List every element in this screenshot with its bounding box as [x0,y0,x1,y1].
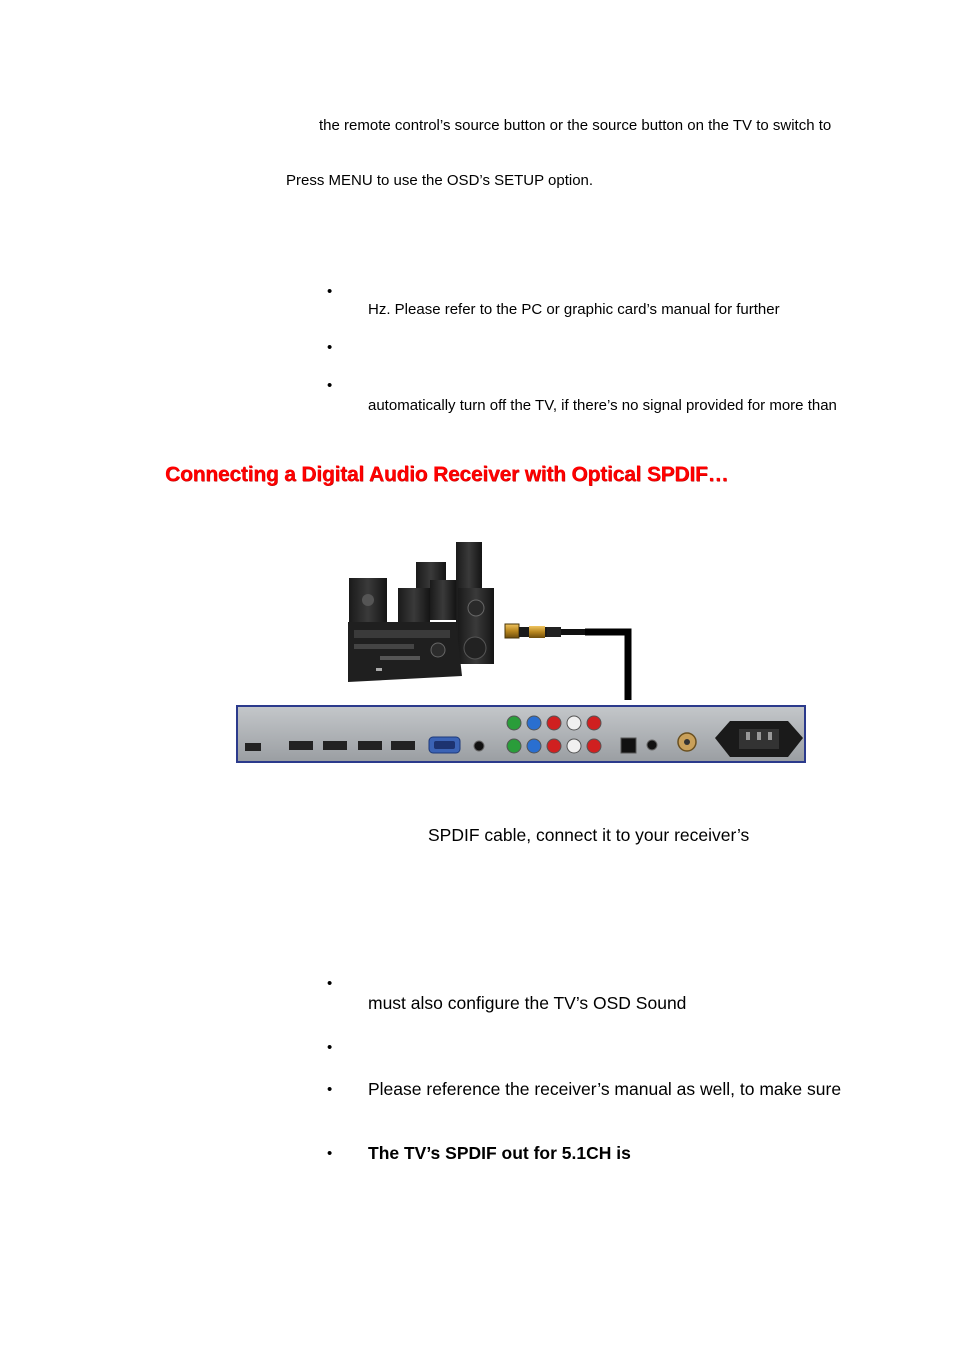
tv-rear-panel [237,706,805,762]
bullet-marker: • [327,1081,333,1098]
bullet-marker: • [327,283,333,300]
home-theater-receiver-image [348,542,494,682]
note-osd-sound: must also configure the TV’s OSD Sound [368,993,687,1013]
spdif-connection-diagram [230,530,810,770]
optical-spdif-cable [505,624,628,700]
bullet-marker: • [327,339,333,356]
note-auto-off: automatically turn off the TV, if there’s no signal provided for more than [368,397,837,414]
note-refresh-rate: Hz. Please refer to the PC or graphic card’s manual for further [368,301,780,318]
text-line-spdif-cable: SPDIF cable, connect it to your receiver’s [428,825,750,845]
bullet-marker: • [327,975,333,992]
note-spdif-51ch: The TV’s SPDIF out for 5.1CH is [368,1143,631,1163]
bullet-marker: • [327,1039,333,1056]
bullet-marker: • [327,377,333,394]
text-line-press-menu: Press MENU to use the OSD’s SETUP option. [286,172,594,189]
section-heading: Connecting a Digital Audio Receiver with Optical SPDIF… [165,463,729,486]
text-line-source-button: the remote control’s source button or the source button on the TV to switch to [319,117,832,134]
bullet-marker: • [327,1145,333,1162]
note-receiver-manual: Please reference the receiver’s manual as well, to make sure [368,1079,842,1099]
